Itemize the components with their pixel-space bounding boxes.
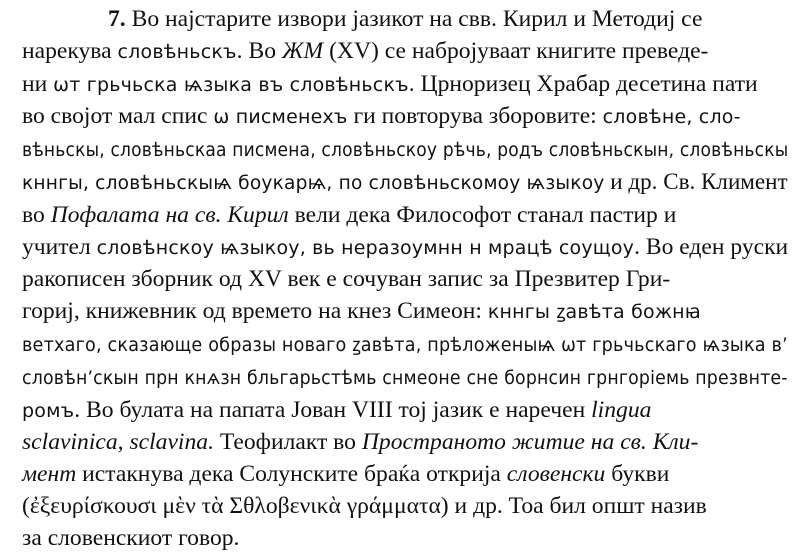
body-text: вели дека Философот станал пастир и — [288, 201, 677, 228]
text-line — [22, 101, 788, 134]
church-slavonic-text: словѣнскоу ѩзыкоу, вь неразоумнн н мрацѣ соущоу — [96, 236, 635, 259]
text-line — [22, 296, 788, 329]
church-slavonic-text: словѣне, сло- — [602, 106, 741, 129]
body-text: (XV) се набројуваат книгите преведе- — [323, 37, 709, 64]
text-line — [22, 264, 788, 296]
italic-text: ЖМ — [281, 37, 324, 64]
body-text: . Во еден руски — [634, 233, 789, 260]
text-line — [22, 523, 788, 555]
body-text: гориј, книжевник од времето на кнез Симеон: — [22, 298, 488, 325]
church-slavonic-text: ветхаго, сказающе образы новаго ꙁавѣта, прѣложеныѩ ѡт грьчьскаго ѩзыка в’ — [22, 333, 788, 356]
body-text: во — [22, 201, 51, 228]
text-line — [22, 4, 788, 36]
body-text: нарекува — [22, 37, 118, 64]
text-line — [22, 167, 788, 200]
body-text: истакнува дека Солунските браќа открија — [76, 461, 507, 488]
body-text: . Црноризец Храбар десетина пати — [408, 70, 758, 97]
body-text: и др. Св. Климент — [604, 168, 788, 195]
body-text: (ἐξευρίσκουσι μὲν τὰ Σθλοβενικὰ γράμματα) и др. Тоа бил општ назив — [22, 492, 707, 519]
church-slavonic-text: вѣньскы, словѣньскаа писмена, словѣньскоу рѣчь, родъ словѣньскын, словѣньскы — [22, 139, 789, 162]
church-slavonic-text: кннгы, словѣньскыѩ боукарѩ, по словѣньскомоу ѩзыкоу — [22, 171, 605, 194]
text-line — [22, 459, 788, 491]
text-line — [22, 36, 788, 69]
body-text: во својот мал спис — [22, 103, 214, 130]
church-slavonic-text: ѡ писменехъ — [213, 106, 348, 129]
italic-text: lingua — [591, 396, 652, 423]
body-text: . Во — [236, 37, 282, 64]
text-line — [22, 395, 788, 428]
text-line — [22, 232, 787, 265]
body-text: букви — [605, 461, 670, 488]
text-line — [22, 362, 788, 395]
paragraph-number: 7. — [108, 6, 126, 32]
text-line — [22, 134, 789, 167]
body-text: ракописен зборник од XV век е сочуван запис за Презвитер Гри- — [22, 266, 671, 293]
body-text: ги повторува зборовите: — [347, 103, 603, 130]
paragraph-7 — [22, 4, 788, 555]
body-text: за словенскиот говор. — [22, 524, 240, 551]
italic-text: Пространото житие на св. Кли- — [361, 429, 699, 456]
church-slavonic-text: кннгы ꙁавѣта божнꙗ — [487, 301, 701, 324]
body-text: . Во булата на папата Јован VIII тој јазик е наречен — [74, 396, 592, 423]
church-slavonic-text: ромъ — [22, 399, 75, 422]
italic-text: мент — [22, 461, 77, 488]
italic-text: словенски — [506, 461, 606, 488]
text-line — [22, 329, 788, 362]
italic-text: Пофалата на св. Кирил — [50, 201, 289, 228]
body-text: ни — [22, 70, 54, 97]
body-text: Во најстарите извори јазикот на свв. Кирил и Методиј се — [125, 6, 703, 32]
text-line — [22, 491, 788, 523]
church-slavonic-text: ѡт грьчьска ѩзыка въ словѣньскъ — [53, 73, 409, 96]
text-line — [22, 427, 788, 459]
italic-text: sclavinica, sclavina. — [22, 429, 214, 456]
church-slavonic-text: словѣн’скын прн кнѧзн бльгарьстѣмь снмеоне сне борнсин грнгоріемь презвнте- — [22, 366, 788, 389]
text-line — [22, 69, 788, 102]
text-line — [22, 200, 788, 232]
body-text: учител — [22, 233, 97, 260]
church-slavonic-text: словѣньскъ — [117, 40, 237, 63]
body-text: Теофилакт во — [213, 429, 362, 456]
